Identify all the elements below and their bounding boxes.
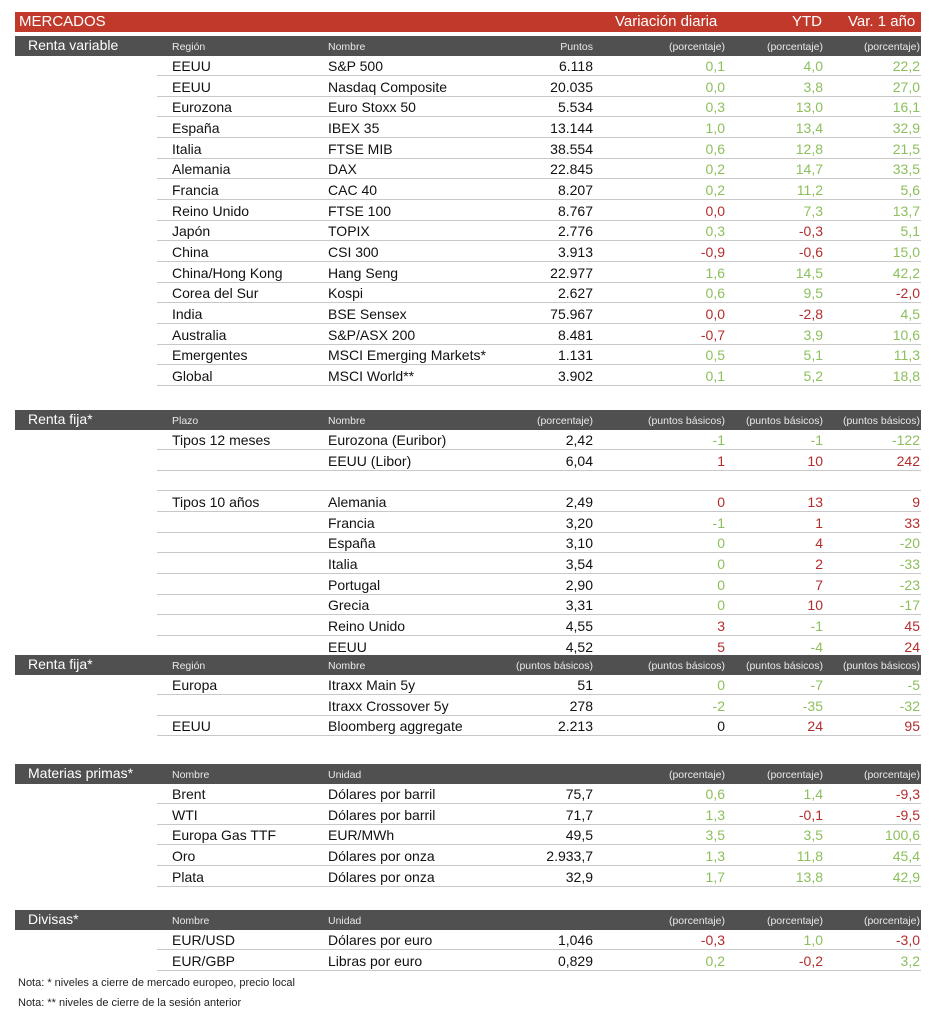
cell-c5: 13 (807, 494, 823, 510)
cell-c4: 1,7 (705, 868, 725, 885)
cell-c4: 0,6 (705, 285, 725, 302)
cell-c6: -9,3 (895, 786, 920, 802)
cell-c4: 0 (717, 677, 725, 693)
cell-c3: 4,52 (565, 638, 593, 655)
cell-c3: 2.776 (557, 223, 593, 240)
column-subheader: (porcentaje) (863, 769, 920, 781)
cell-c5: 2 (815, 556, 823, 573)
col-header-year: Var. 1 año (848, 13, 916, 30)
cell-c6: 42,2 (892, 264, 920, 281)
cell-c3: 8.767 (557, 202, 593, 219)
cell-c1: China/Hong Kong (172, 264, 283, 281)
cell-c2: MSCI Emerging Markets* (328, 347, 486, 364)
table-row (15, 867, 921, 887)
table-row (15, 930, 921, 950)
cell-c4: 0,1 (705, 368, 725, 385)
table-row (15, 77, 921, 97)
cell-c2: S&P 500 (328, 58, 384, 74)
table-row (15, 159, 921, 179)
cell-c2: Itraxx Main 5y (328, 677, 416, 693)
cell-c4: -0,9 (700, 244, 725, 261)
section-header-bar (15, 764, 921, 784)
cell-c1: Japón (172, 223, 211, 240)
cell-c6: 33 (904, 514, 920, 531)
cell-c2: Kospi (328, 285, 364, 302)
cell-c4: 1,3 (705, 806, 725, 823)
cell-c1: Italia (172, 140, 202, 157)
cell-c1: India (172, 306, 203, 323)
cell-c1: Australia (172, 326, 227, 343)
cell-c5: 1 (815, 514, 823, 531)
cell-c2: Reino Unido (328, 618, 406, 635)
cell-c1: Brent (172, 786, 206, 802)
section-header-bar (15, 410, 921, 430)
table-row (15, 784, 921, 804)
cell-c2: EEUU (Libor) (328, 452, 412, 469)
table-row (15, 595, 921, 615)
table-row (15, 637, 921, 657)
cell-c3: 0,829 (557, 952, 593, 969)
footnote: Nota: * niveles a cierre de mercado europeo, precio local (18, 977, 295, 989)
cell-c1: WTI (172, 806, 198, 823)
cell-c1: Global (172, 368, 213, 385)
cell-c1: España (172, 120, 220, 136)
table-row (15, 575, 921, 595)
column-subheader: (puntos básicos) (745, 660, 823, 672)
cell-c2: Dólares por onza (328, 848, 435, 864)
cell-c1: Oro (172, 848, 196, 864)
cell-c1: Emergentes (172, 347, 248, 364)
table-row (15, 283, 921, 303)
table-row (15, 554, 921, 574)
cell-c2: BSE Sensex (328, 306, 407, 323)
cell-c1: EUR/GBP (172, 952, 236, 969)
cell-c3: 2,42 (565, 432, 593, 448)
cell-c5: 9,5 (803, 285, 823, 302)
column-subheader: (puntos básicos) (515, 660, 593, 672)
cell-c3: 6.118 (559, 58, 593, 74)
cell-c2: S&P/ASX 200 (328, 326, 416, 343)
cell-c6: -5 (907, 677, 920, 693)
cell-c2: Nasdaq Composite (328, 78, 448, 95)
cell-c5: 1,4 (803, 786, 823, 802)
table-row (15, 139, 921, 159)
cell-c4: 1 (717, 452, 725, 469)
column-subheader: (porcentaje) (668, 915, 725, 927)
row-divider (157, 886, 921, 887)
cell-c2: IBEX 35 (328, 120, 380, 136)
cell-c6: -17 (899, 597, 920, 614)
section-title: Renta variable (28, 37, 119, 53)
table-row (15, 56, 921, 76)
table-row (15, 951, 921, 971)
table-row (15, 118, 921, 138)
table-row (15, 533, 921, 553)
table-row (15, 345, 921, 365)
column-subheader: Unidad (328, 915, 362, 927)
cell-c3: 3,10 (565, 535, 593, 552)
cell-c6: 100,6 (884, 827, 920, 844)
table-row (15, 513, 921, 533)
table-row (15, 430, 921, 450)
cell-c3: 3,31 (565, 597, 593, 614)
cell-c1: Tipos 10 años (172, 494, 260, 510)
cell-c6: 11,3 (893, 347, 920, 364)
column-subheader: (puntos básicos) (647, 415, 725, 427)
cell-c5: 13,0 (795, 99, 823, 116)
cell-c4: 0,6 (705, 140, 725, 157)
cell-c5: -0,6 (798, 244, 823, 261)
cell-c6: -20 (899, 535, 920, 552)
table-row (15, 846, 921, 866)
cell-c4: 1,6 (705, 264, 725, 281)
cell-c2: EEUU (328, 638, 367, 655)
cell-c3: 51 (577, 677, 593, 693)
column-subheader: (porcentaje) (863, 915, 920, 927)
table-row (15, 263, 921, 283)
cell-c4: 0,3 (705, 99, 725, 116)
cell-c4: 0,2 (705, 182, 725, 199)
cell-c5: -0,2 (798, 952, 823, 969)
cell-c2: FTSE 100 (328, 202, 392, 219)
column-subheader: (porcentaje) (536, 415, 593, 427)
cell-c4: 0 (717, 576, 725, 593)
column-subheader: Región (172, 660, 206, 672)
cell-c3: 2.627 (557, 285, 593, 302)
cell-c2: TOPIX (328, 223, 370, 240)
cell-c4: 0 (717, 718, 725, 735)
section-header-bar (15, 655, 921, 675)
cell-c5: -4 (810, 638, 823, 655)
cell-c4: 0,1 (705, 58, 725, 74)
column-subheader: (porcentaje) (668, 769, 725, 781)
section-title: Renta fija* (28, 656, 93, 672)
cell-c5: -2,8 (798, 306, 823, 323)
column-subheader: Plazo (172, 415, 199, 427)
column-subheader: (porcentaje) (766, 769, 823, 781)
cell-c4: 0 (717, 535, 725, 552)
cell-c6: 95 (904, 718, 920, 735)
cell-c2: Portugal (328, 576, 381, 593)
cell-c6: 10,6 (892, 326, 920, 343)
row-divider (157, 385, 921, 386)
cell-c5: -0,3 (798, 223, 823, 240)
cell-c5: 10 (807, 452, 823, 469)
table-row (15, 97, 921, 117)
cell-c2: Euro Stoxx 50 (328, 99, 416, 116)
table-row (15, 492, 921, 512)
cell-c5: 10 (807, 597, 823, 614)
table-row (15, 471, 921, 491)
cell-c6: 24 (904, 638, 920, 655)
cell-c6: 18,8 (892, 368, 920, 385)
cell-c3: 75.967 (550, 306, 593, 323)
table-row (15, 325, 921, 345)
table-row (15, 242, 921, 262)
table-row (15, 805, 921, 825)
cell-c4: -0,3 (700, 932, 725, 948)
cell-c2: Libras por euro (328, 952, 423, 969)
cell-c6: 242 (896, 452, 920, 469)
cell-c6: -32 (899, 697, 920, 714)
cell-c4: 0,3 (705, 223, 725, 240)
cell-c1: Alemania (172, 161, 231, 178)
cell-c1: Plata (172, 868, 204, 885)
cell-c3: 3,54 (565, 556, 593, 573)
page-title: MERCADOS (19, 13, 106, 30)
cell-c5: 24 (807, 718, 823, 735)
cell-c4: 0,0 (705, 78, 725, 95)
column-subheader: Unidad (328, 769, 362, 781)
cell-c5: 13,8 (795, 868, 823, 885)
cell-c6: -122 (891, 432, 920, 448)
cell-c4: 0,6 (705, 786, 725, 802)
cell-c5: 14,5 (795, 264, 823, 281)
cell-c5: -1 (810, 618, 823, 635)
cell-c6: 45,4 (892, 848, 920, 864)
cell-c5: 5,2 (803, 368, 823, 385)
cell-c2: FTSE MIB (328, 140, 393, 157)
cell-c3: 2,49 (565, 494, 593, 510)
cell-c4: -1 (712, 514, 725, 531)
column-subheader: (puntos básicos) (842, 415, 920, 427)
cell-c1: Tipos 12 meses (172, 432, 271, 448)
cell-c3: 4,55 (565, 618, 593, 635)
cell-c4: 0,0 (705, 306, 725, 323)
table-row (15, 221, 921, 241)
cell-c5: 11,2 (796, 182, 823, 199)
cell-c6: 9 (912, 494, 920, 510)
cell-c1: EEUU (172, 78, 211, 95)
cell-c5: 4,0 (803, 58, 823, 74)
cell-c6: 15,0 (892, 244, 920, 261)
cell-c2: Dólares por euro (328, 932, 433, 948)
cell-c4: 0,2 (705, 952, 725, 969)
cell-c3: 278 (569, 697, 593, 714)
cell-c4: 0 (717, 556, 725, 573)
cell-c4: 3 (717, 618, 725, 635)
column-subheader: (puntos básicos) (842, 660, 920, 672)
cell-c3: 5.534 (557, 99, 593, 116)
cell-c3: 3.902 (557, 368, 593, 385)
cell-c6: 33,5 (892, 161, 920, 178)
cell-c5: 7,3 (803, 202, 823, 219)
cell-c1: Reino Unido (172, 202, 250, 219)
cell-c2: Alemania (328, 494, 387, 510)
cell-c4: -2 (712, 697, 725, 714)
cell-c2: España (328, 535, 376, 552)
cell-c6: -3,0 (895, 932, 920, 948)
row-divider (157, 735, 921, 736)
column-subheader: Región (172, 41, 206, 53)
cell-c6: -33 (899, 556, 920, 573)
column-subheader: Nombre (172, 769, 210, 781)
cell-c6: -23 (899, 576, 920, 593)
cell-c1: Corea del Sur (172, 285, 259, 302)
footnote: Nota: ** niveles de cierre de la sesión anterior (18, 997, 242, 1009)
table-row (15, 366, 921, 386)
col-header-daily: Variación diaria (615, 13, 718, 30)
cell-c3: 2.213 (557, 718, 593, 735)
cell-c3: 1.131 (557, 347, 593, 364)
section-title: Renta fija* (28, 411, 93, 427)
cell-c5: 4 (815, 535, 823, 552)
cell-c4: -1 (712, 432, 725, 448)
cell-c3: 20.035 (550, 78, 593, 95)
cell-c1: China (172, 244, 209, 261)
cell-c5: 12,8 (795, 140, 823, 157)
column-subheader: Nombre (328, 660, 366, 672)
cell-c6: 42,9 (892, 868, 920, 885)
cell-c3: 75,7 (565, 786, 593, 802)
table-row (15, 304, 921, 324)
cell-c6: 45 (904, 618, 920, 635)
cell-c2: Eurozona (Euribor) (328, 432, 447, 448)
title-bar (15, 12, 921, 32)
cell-c3: 22.845 (550, 161, 593, 178)
column-subheader: (porcentaje) (766, 41, 823, 53)
cell-c2: Dólares por barril (328, 806, 436, 823)
column-subheader: (porcentaje) (766, 915, 823, 927)
cell-c3: 13.144 (550, 120, 593, 136)
table-row (15, 616, 921, 636)
cell-c5: 11,8 (796, 848, 823, 864)
cell-c6: 21,5 (892, 140, 920, 157)
cell-c2: Francia (328, 514, 375, 531)
cell-c3: 8.481 (557, 326, 593, 343)
cell-c2: CSI 300 (328, 244, 379, 261)
cell-c5: 7 (815, 576, 823, 593)
column-subheader: (puntos básicos) (647, 660, 725, 672)
section-header-bar (15, 36, 921, 56)
cell-c3: 49,5 (565, 827, 593, 844)
cell-c5: 3,9 (803, 326, 823, 343)
column-subheader: Nombre (328, 41, 366, 53)
cell-c4: 0 (717, 597, 725, 614)
cell-c5: 13,4 (795, 120, 823, 136)
cell-c3: 3,20 (565, 514, 593, 531)
cell-c5: 14,7 (795, 161, 823, 178)
cell-c6: 22,2 (892, 58, 920, 74)
cell-c5: 3,8 (803, 78, 823, 95)
column-subheader: (porcentaje) (668, 41, 725, 53)
cell-c1: Eurozona (172, 99, 232, 116)
cell-c1: Francia (172, 182, 219, 199)
table-row (15, 201, 921, 221)
column-subheader: Puntos (560, 41, 593, 53)
cell-c4: -0,7 (700, 326, 725, 343)
cell-c2: Dólares por barril (328, 786, 436, 802)
row-divider (157, 970, 921, 971)
column-subheader: (puntos básicos) (745, 415, 823, 427)
cell-c6: 5,1 (900, 223, 920, 240)
cell-c1: EEUU (172, 718, 211, 735)
cell-c3: 2.933,7 (546, 848, 593, 864)
table-row (15, 451, 921, 471)
cell-c2: MSCI World** (328, 368, 415, 385)
cell-c5: -1 (810, 432, 823, 448)
cell-c2: Italia (328, 556, 358, 573)
cell-c2: CAC 40 (328, 182, 378, 199)
cell-c1: Europa (172, 677, 218, 693)
column-subheader: Nombre (172, 915, 210, 927)
cell-c1: Europa Gas TTF (172, 827, 277, 844)
cell-c5: -0,1 (798, 806, 823, 823)
cell-c1: EEUU (172, 58, 211, 74)
cell-c4: 0,2 (705, 161, 725, 178)
cell-c6: 32,9 (892, 120, 920, 136)
cell-c4: 0,5 (705, 347, 725, 364)
cell-c4: 1,0 (705, 120, 725, 136)
cell-c3: 1,046 (557, 932, 593, 948)
table-row (15, 180, 921, 200)
cell-c6: 16,1 (892, 99, 920, 116)
cell-c6: -9,5 (895, 806, 920, 823)
table-row (15, 825, 921, 845)
cell-c1: EUR/USD (172, 932, 236, 948)
cell-c5: 5,1 (803, 347, 823, 364)
cell-c6: 3,2 (900, 952, 920, 969)
cell-c6: 13,7 (892, 202, 920, 219)
cell-c4: 5 (717, 638, 725, 655)
cell-c6: 5,6 (900, 182, 920, 199)
column-subheader: (porcentaje) (863, 41, 920, 53)
cell-c4: 1,3 (705, 848, 725, 864)
cell-c3: 2,90 (565, 576, 593, 593)
cell-c5: 1,0 (803, 932, 823, 948)
cell-c2: Dólares por onza (328, 868, 435, 885)
cell-c2: DAX (328, 161, 357, 178)
cell-c4: 3,5 (705, 827, 725, 844)
cell-c3: 6,04 (565, 452, 593, 469)
section-title: Materias primas* (28, 765, 134, 781)
cell-c4: 0 (717, 494, 725, 510)
table-row (15, 716, 921, 736)
table-row (15, 675, 921, 695)
cell-c2: Bloomberg aggregate (328, 718, 463, 735)
cell-c6: 27,0 (892, 78, 920, 95)
section-title: Divisas* (28, 911, 79, 927)
cell-c4: 0,0 (705, 202, 725, 219)
cell-c3: 22.977 (550, 264, 593, 281)
cell-c2: Grecia (328, 597, 370, 614)
cell-c2: Hang Seng (328, 264, 399, 281)
cell-c5: 3,5 (803, 827, 823, 844)
cell-c3: 38.554 (550, 140, 593, 157)
cell-c3: 32,9 (565, 868, 593, 885)
cell-c3: 71,7 (565, 806, 593, 823)
cell-c3: 8.207 (557, 182, 593, 199)
col-header-ytd: YTD (792, 13, 822, 30)
cell-c2: Itraxx Crossover 5y (328, 697, 449, 714)
cell-c5: -35 (802, 697, 823, 714)
cell-c6: 4,5 (900, 306, 920, 323)
cell-c6: -2,0 (895, 285, 920, 302)
table-row (15, 696, 921, 716)
column-subheader: Nombre (328, 415, 366, 427)
section-header-bar (15, 910, 921, 930)
cell-c2: EUR/MWh (328, 827, 395, 844)
cell-c5: -7 (810, 677, 823, 693)
cell-c3: 3.913 (557, 244, 593, 261)
